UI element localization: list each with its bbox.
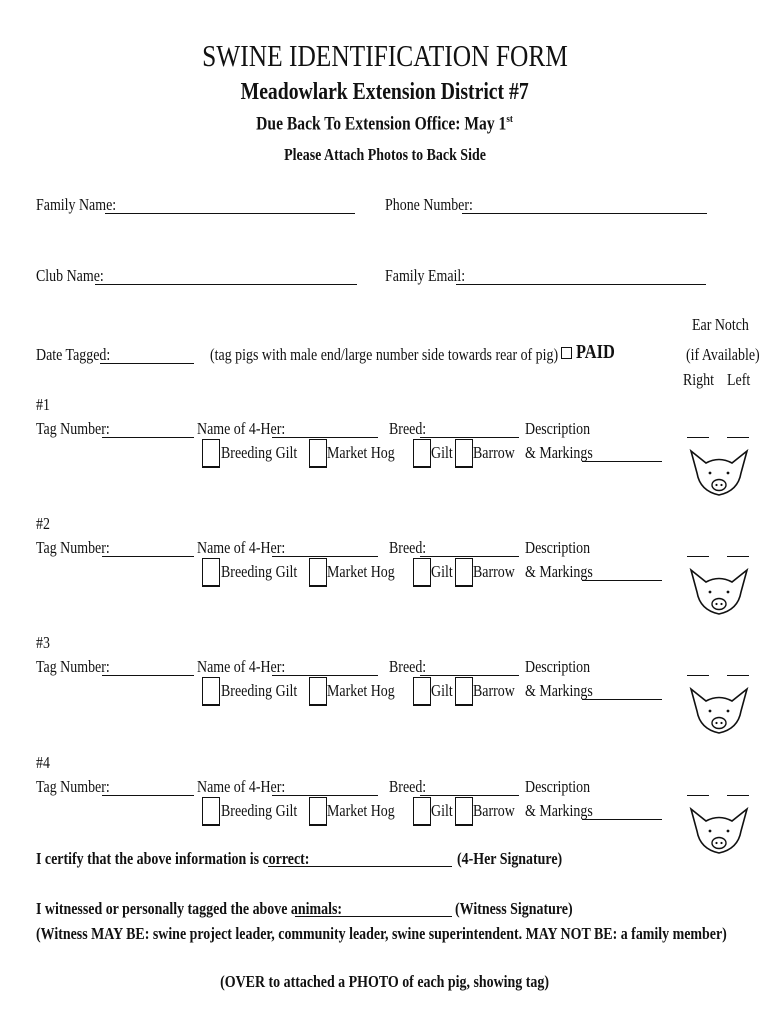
description-label: Description [525, 538, 591, 557]
gilt-checkbox[interactable] [413, 797, 431, 826]
tag-number-field[interactable] [102, 437, 194, 438]
photo-note: Please Attach Photos to Back Side [284, 145, 486, 164]
pig-face-icon [688, 447, 750, 501]
breed-label: Breed: [389, 538, 427, 557]
witness-signature-field[interactable] [295, 916, 452, 917]
form-title: SWINE IDENTIFICATION FORM [202, 38, 568, 73]
tag-number-field[interactable] [102, 795, 194, 796]
barrow-label: Barrow [473, 443, 515, 462]
breeding-gilt-label: Breeding Gilt [221, 681, 298, 700]
phone-label: Phone Number: [385, 195, 473, 214]
phone-field[interactable] [462, 213, 707, 214]
barrow-label: Barrow [473, 681, 515, 700]
date-tagged-label: Date Tagged: [36, 345, 111, 364]
four-her-signature-field[interactable] [268, 866, 452, 867]
email-field[interactable] [456, 284, 706, 285]
tag-number-field[interactable] [102, 556, 194, 557]
markings-field[interactable] [582, 699, 662, 700]
description-label: Description [525, 657, 591, 676]
barrow-checkbox[interactable] [455, 797, 473, 826]
breed-label: Breed: [389, 657, 427, 676]
markings-label: & Markings [525, 801, 593, 820]
ear-notch-title: Ear Notch [692, 315, 749, 334]
markings-field[interactable] [582, 461, 662, 462]
four-her-name-field[interactable] [272, 795, 378, 796]
pig-face-icon [688, 805, 750, 859]
tag-number-label: Tag Number: [36, 777, 110, 796]
four-her-name-label: Name of 4-Her: [197, 419, 286, 438]
paid-checkbox[interactable] [561, 347, 572, 359]
markings-label: & Markings [525, 562, 593, 581]
four-her-name-label: Name of 4-Her: [197, 538, 286, 557]
gilt-checkbox[interactable] [413, 677, 431, 706]
markings-label: & Markings [525, 681, 593, 700]
breed-field[interactable] [420, 675, 519, 676]
tag-number-field[interactable] [102, 675, 194, 676]
witness-signature-label: (Witness Signature) [455, 899, 573, 918]
gilt-label: Gilt [431, 443, 453, 462]
breeding-gilt-label: Breeding Gilt [221, 443, 298, 462]
right-ear-notch-field[interactable] [687, 437, 709, 438]
right-ear-label: Right [683, 370, 714, 389]
district-name: Meadowlark Extension District #7 [240, 79, 530, 105]
pig-number: #4 [36, 753, 50, 772]
market-hog-checkbox[interactable] [309, 558, 327, 587]
breed-field[interactable] [420, 437, 519, 438]
ear-notch-subtitle: (if Available) [686, 345, 760, 364]
ear-notch-diagram[interactable] [688, 805, 750, 864]
breeding-gilt-checkbox[interactable] [202, 558, 220, 587]
four-her-name-label: Name of 4-Her: [197, 657, 286, 676]
pig-face-icon [688, 566, 750, 620]
market-hog-checkbox[interactable] [309, 439, 327, 468]
market-hog-label: Market Hog [327, 562, 395, 581]
breed-field[interactable] [420, 795, 519, 796]
market-hog-label: Market Hog [327, 443, 395, 462]
market-hog-label: Market Hog [327, 801, 395, 820]
left-ear-notch-field[interactable] [727, 437, 749, 438]
pig-number: #2 [36, 514, 50, 533]
right-ear-notch-field[interactable] [687, 675, 709, 676]
family-name-label: Family Name: [36, 195, 117, 214]
breeding-gilt-checkbox[interactable] [202, 439, 220, 468]
left-ear-label: Left [727, 370, 751, 389]
left-ear-notch-field[interactable] [727, 556, 749, 557]
gilt-label: Gilt [431, 801, 453, 820]
market-hog-label: Market Hog [327, 681, 395, 700]
right-ear-notch-field[interactable] [687, 795, 709, 796]
markings-field[interactable] [582, 819, 662, 820]
certify-statement: I certify that the above information is correct: [36, 849, 310, 868]
pig-number: #3 [36, 633, 50, 652]
left-ear-notch-field[interactable] [727, 795, 749, 796]
breeding-gilt-checkbox[interactable] [202, 677, 220, 706]
markings-field[interactable] [582, 580, 662, 581]
tagging-instruction: (tag pigs with male end/large number side towards rear of pig) [210, 345, 559, 364]
market-hog-checkbox[interactable] [309, 677, 327, 706]
due-date-line: Due Back To Extension Office: May 1st [256, 113, 514, 135]
left-ear-notch-field[interactable] [727, 675, 749, 676]
four-her-signature-label: (4-Her Signature) [457, 849, 563, 868]
breeding-gilt-label: Breeding Gilt [221, 562, 298, 581]
breeding-gilt-checkbox[interactable] [202, 797, 220, 826]
ear-notch-diagram[interactable] [688, 685, 750, 744]
barrow-checkbox[interactable] [455, 558, 473, 587]
witness-statement: I witnessed or personally tagged the above animals: [36, 899, 343, 918]
gilt-checkbox[interactable] [413, 439, 431, 468]
gilt-label: Gilt [431, 562, 453, 581]
pig-face-icon [688, 685, 750, 739]
email-label: Family Email: [385, 266, 466, 285]
club-label: Club Name: [36, 266, 104, 285]
witness-note: (Witness MAY BE: swine project leader, community leader, swine superintendent. MAY NOT BE: a family member) [36, 924, 727, 943]
markings-label: & Markings [525, 443, 593, 462]
four-her-name-field[interactable] [272, 556, 378, 557]
ear-notch-diagram[interactable] [688, 566, 750, 625]
breeding-gilt-label: Breeding Gilt [221, 801, 298, 820]
tag-number-label: Tag Number: [36, 657, 110, 676]
gilt-label: Gilt [431, 681, 453, 700]
barrow-checkbox[interactable] [455, 439, 473, 468]
ear-notch-diagram[interactable] [688, 447, 750, 506]
tag-number-label: Tag Number: [36, 538, 110, 557]
barrow-label: Barrow [473, 801, 515, 820]
pig-number: #1 [36, 395, 50, 414]
barrow-checkbox[interactable] [455, 677, 473, 706]
market-hog-checkbox[interactable] [309, 797, 327, 826]
over-note: (OVER to attached a PHOTO of each pig, showing tag) [220, 972, 550, 991]
tag-number-label: Tag Number: [36, 419, 110, 438]
four-her-name-label: Name of 4-Her: [197, 777, 286, 796]
barrow-label: Barrow [473, 562, 515, 581]
family-name-field[interactable] [105, 213, 355, 214]
right-ear-notch-field[interactable] [687, 556, 709, 557]
four-her-name-field[interactable] [272, 437, 378, 438]
paid-label: PAID [576, 341, 615, 363]
four-her-name-field[interactable] [272, 675, 378, 676]
breed-field[interactable] [420, 556, 519, 557]
gilt-checkbox[interactable] [413, 558, 431, 587]
breed-label: Breed: [389, 419, 427, 438]
date-tagged-field[interactable] [100, 363, 194, 364]
club-field[interactable] [95, 284, 357, 285]
breed-label: Breed: [389, 777, 427, 796]
description-label: Description [525, 419, 591, 438]
description-label: Description [525, 777, 591, 796]
